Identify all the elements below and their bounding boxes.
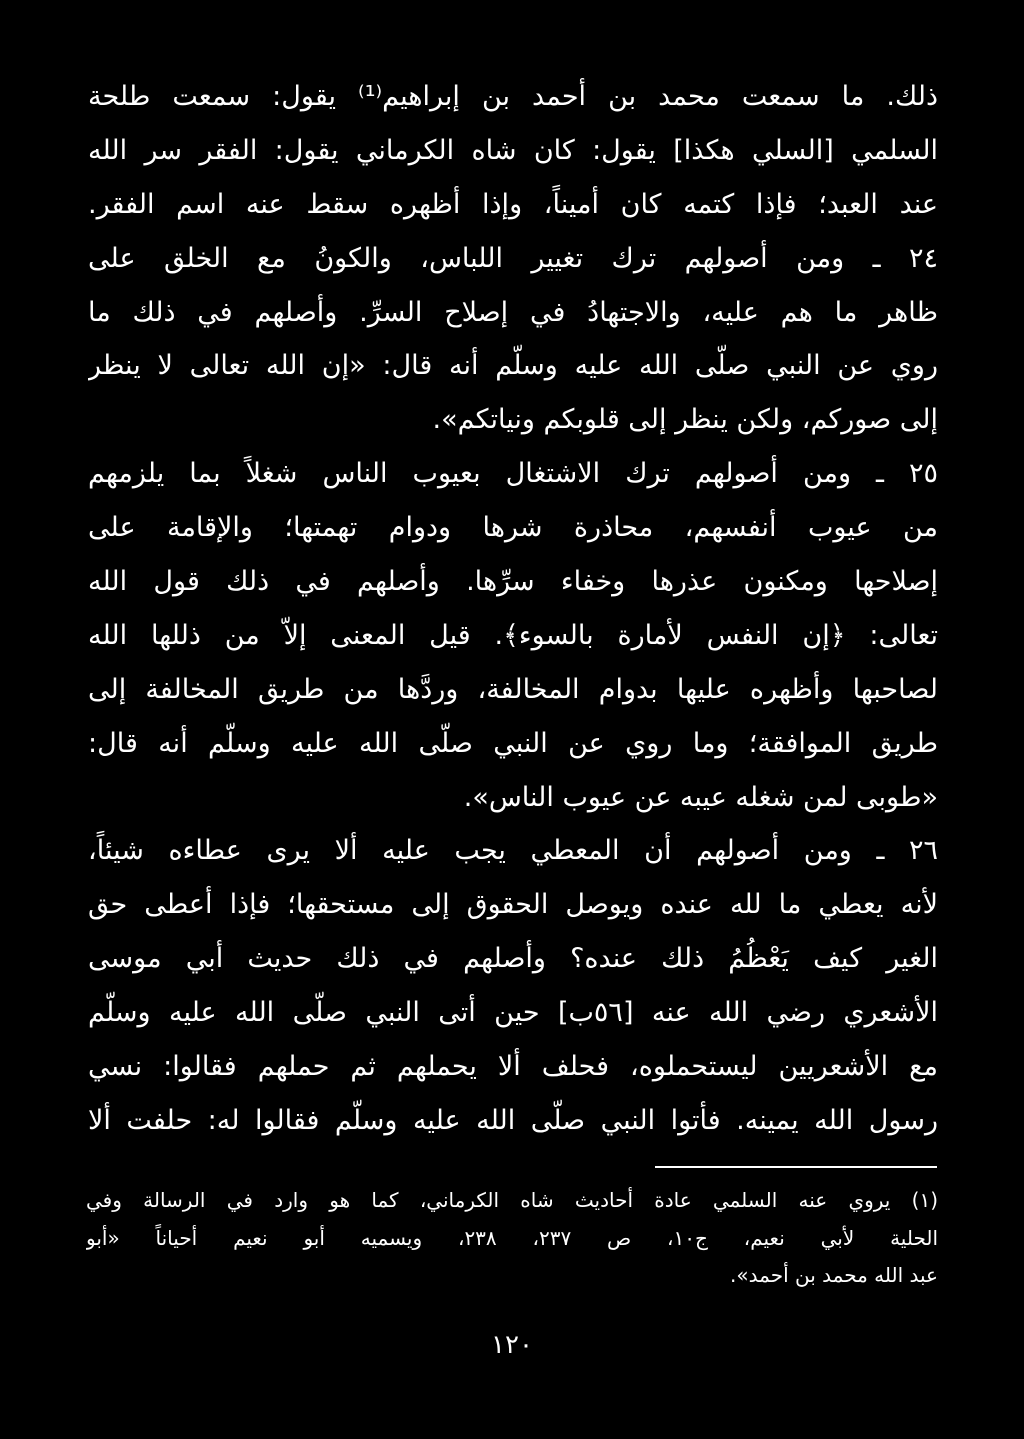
- text-line: إلى صوركم، ولكن ينظر إلى قلوبكم ونياتكم».: [432, 404, 938, 436]
- text-line: طريق الموافقة؛ وما روي عن النبي صلّى الله عليه وسلّم أنه قال:: [88, 727, 938, 759]
- text-line: لصاحبها وأظهره عليها بدوام المخالفة، وردَّها من طريق المخالفة إلى: [88, 673, 938, 705]
- text-line: ٢٤ ـ ومن أصولهم ترك تغيير اللباس، والكونُ مع الخلق على: [88, 242, 938, 274]
- footnote-line: عبد الله محمد بن أحمد».: [730, 1263, 938, 1287]
- text-line: تعالى: ﴿إن النفس لأمارة بالسوء﴾. قيل المعنى إلاّ من ذللها الله: [88, 619, 938, 651]
- footnotes: [86, 1182, 938, 1295]
- text-line: إصلاحها ومكنون عذرها وخفاء سرِّها. وأصلهم في ذلك قول الله: [88, 566, 938, 598]
- footnote-line: (١) يروي عنه السلمي عادة أحاديث شاه الكرماني، كما هو وارد في الرسالة وفي: [86, 1188, 938, 1212]
- text-line: الأشعري رضي الله عنه [٥٦ب] حين أتى النبي صلّى الله عليه وسلّم: [88, 997, 938, 1029]
- main-text: [88, 70, 938, 1148]
- text-line: ٢٥ ـ ومن أصولهم ترك الاشتغال بعيوب الناس شغلاً بما يلزمهم: [88, 458, 938, 490]
- text-line: ذلك. ما سمعت محمد بن أحمد بن إبراهيم⁽¹⁾ يقول: سمعت طلحة: [88, 81, 938, 112]
- text-line: من عيوب أنفسهم، محاذرة شرها ودوام تهمتها؛ والإقامة على: [88, 512, 938, 544]
- text-line: ٢٦ ـ ومن أصولهم أن المعطي يجب عليه ألا يرى عطاءه شيئاً،: [88, 835, 938, 867]
- text-line: مع الأشعريين ليستحملوه، فحلف ألا يحملهم ثم حملهم فقالوا: نسي: [88, 1051, 938, 1083]
- text-line: لأنه يعطي ما لله عنده ويوصل الحقوق إلى مستحقها؛ فإذا أعطى حق: [88, 889, 938, 921]
- text-line: الغير كيف يَعْظُمُ ذلك عنده؟ وأصلهم في ذلك حديث أبي موسى: [88, 943, 938, 975]
- text-line: السلمي [السلي هكذا] يقول: كان شاه الكرماني يقول: الفقر سر الله: [88, 134, 938, 166]
- text-line: رسول الله يمينه. فأتوا النبي صلّى الله عليه وسلّم فقالوا له: حلفت ألا: [88, 1104, 938, 1136]
- page-number: ١٢٠: [491, 1330, 533, 1360]
- text-line: عند العبد؛ فإذا كتمه كان أميناً، وإذا أظهره سقط عنه اسم الفقر.: [88, 188, 938, 220]
- footnote-separator: [655, 1166, 937, 1168]
- text-line: روي عن النبي صلّى الله عليه وسلّم أنه قال: «إن الله تعالى لا ينظر: [88, 350, 938, 382]
- text-line: «طوبى لمن شغله عيبه عن عيوب الناس».: [463, 781, 938, 813]
- footnote-line: الحلية لأبي نعيم، ج١٠، ص ٢٣٧، ٢٣٨، ويسميه أبو نعيم أحياناً «أبو: [86, 1225, 938, 1250]
- text-line: ظاهر ما هم عليه، والاجتهادُ في إصلاح السرِّ. وأصلهم في ذلك ما: [88, 296, 938, 328]
